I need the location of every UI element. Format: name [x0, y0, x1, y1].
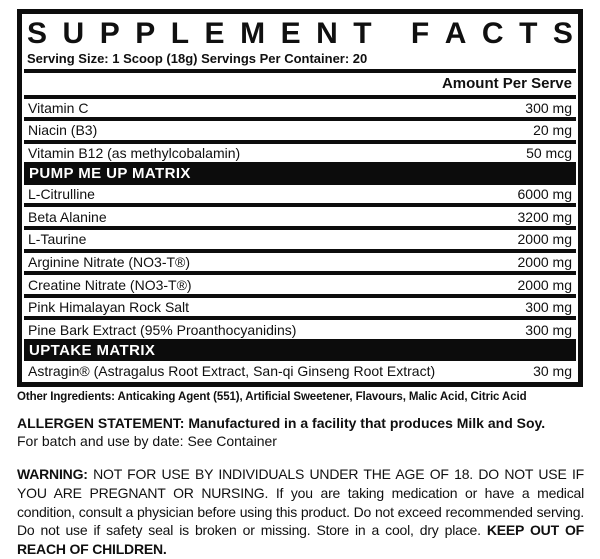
nutrient-amount: 300 mg [525, 299, 572, 316]
nutrient-amount: 300 mg [525, 321, 572, 338]
nutrient-name: Astragin® (Astragalus Root Extract, San-qi Ginseng Root Extract) [28, 362, 436, 379]
nutrient-name: Creatine Nitrate (NO3-T®) [28, 276, 192, 293]
nutrient-name: Vitamin C [28, 99, 89, 116]
nutrient-amount: 6000 mg [517, 186, 572, 203]
nutrient-name: Beta Alanine [28, 208, 107, 225]
serving-size-line: Serving Size: 1 Scoop (18g) Servings Per Container: 20 [24, 50, 576, 74]
allergen-statement-block [17, 415, 584, 450]
other-ingredients-text: Other Ingredients: Anticaking Agent (551), Artificial Sweetener, Flavours, Malic Acid, Citric Acid [17, 391, 527, 403]
nutrient-row-arginine-nitrate [24, 253, 576, 276]
warning-body: NOT FOR USE BY INDIVIDUALS UNDER THE AGE OF 18. DO NOT USE IF YOU ARE PREGNANT OR NURSING. If you are taking medication or have a medical condition, consult a physician before using this product. Do not exceed recommended serving. Do not use if safety seal is broken or missing. Store in a cool, dry place. [17, 466, 584, 539]
label-footer [17, 391, 584, 559]
nutrient-amount: 2000 mg [517, 276, 572, 293]
nutrient-amount: 2000 mg [517, 253, 572, 270]
nutrient-row-l-taurine [24, 230, 576, 253]
warning-text [17, 465, 584, 559]
nutrient-row-creatine-nitrate [24, 275, 576, 298]
nutrient-amount: 20 mg [533, 122, 572, 139]
section-header-pump-me-up-matrix: PUMP ME UP MATRIX [24, 162, 576, 184]
nutrient-amount: 50 mcg [526, 145, 572, 162]
amount-per-serve-header: Amount Per Serve [24, 73, 576, 98]
nutrient-row-l-citrulline [24, 185, 576, 208]
nutrient-amount: 2000 mg [517, 231, 572, 248]
nutrient-row-pine-bark-extract [24, 320, 576, 339]
warning-emphasis: KEEP OUT OF REACH OF CHILDREN. [17, 522, 585, 557]
nutrient-row-niacin [24, 121, 576, 144]
nutrient-row-beta-alanine [24, 207, 576, 230]
allergen-statement-line: ALLERGEN STATEMENT: Manufactured in a facility that produces Milk and Soy. [17, 415, 546, 431]
nutrient-amount: 300 mg [525, 99, 572, 116]
warning-label: WARNING: [17, 466, 88, 482]
supplement-facts-title: S U P P L E M E N T F A C T S [27, 17, 573, 50]
nutrient-name: L-Citrulline [28, 186, 95, 203]
nutrient-row-vitamin-c [24, 99, 576, 122]
nutrient-name: Arginine Nitrate (NO3-T®) [28, 253, 191, 270]
nutrient-row-pink-himalayan-rock-salt [24, 298, 576, 321]
nutrient-amount: 30 mg [533, 362, 572, 379]
nutrient-name: Pine Bark Extract (95% Proanthocyanidins) [28, 321, 297, 338]
section-header-uptake-matrix: UPTAKE MATRIX [24, 339, 576, 361]
nutrient-amount: 3200 mg [517, 208, 572, 225]
nutrient-name: Niacin (B3) [28, 122, 98, 139]
nutrient-name: L-Taurine [28, 231, 87, 248]
nutrient-name: Pink Himalayan Rock Salt [28, 299, 190, 316]
nutrient-row-vitamin-b12 [24, 144, 576, 163]
nutrient-name: Vitamin B12 (as methylcobalamin) [28, 145, 241, 162]
supplement-facts-panel [17, 9, 583, 387]
nutrient-row-astragin [24, 361, 576, 380]
batch-date-line: For batch and use by date: See Container [17, 432, 277, 449]
